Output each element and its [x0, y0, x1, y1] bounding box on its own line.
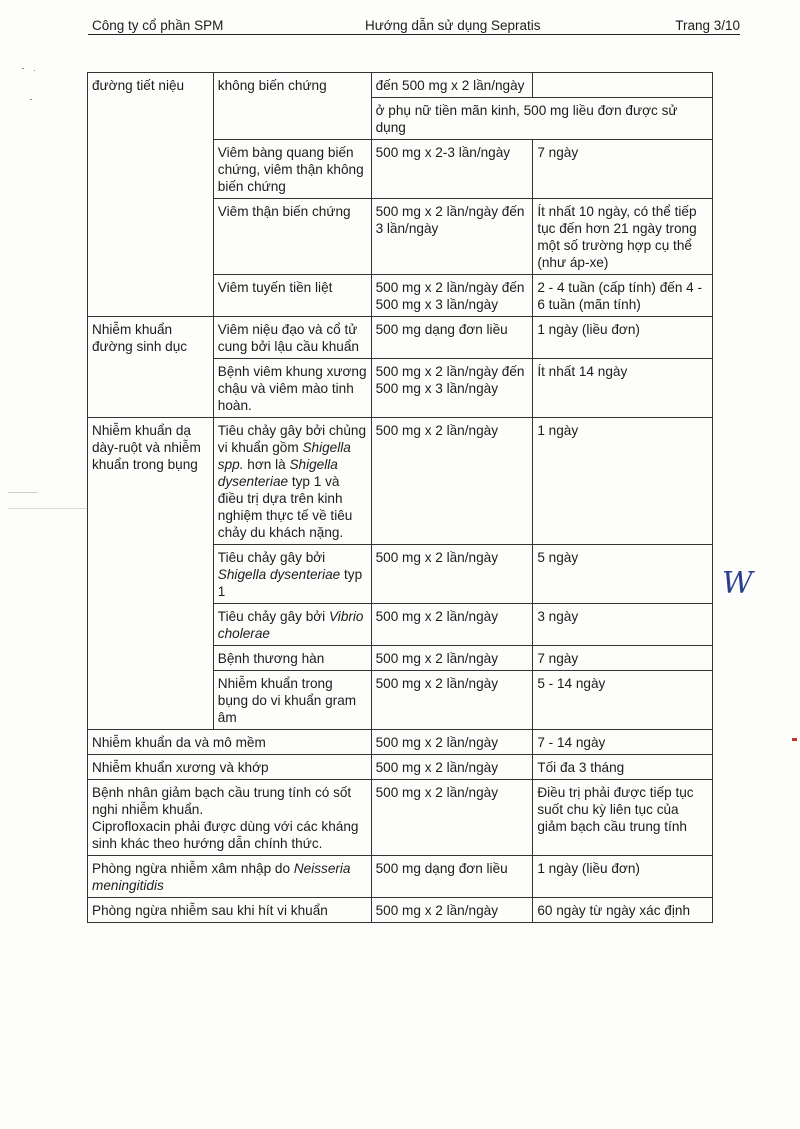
- condition-cell: Nhiễm khuẩn trong bụng do vi khuẩn gram âm: [213, 671, 371, 730]
- condition-text: Tiêu chảy gây bởi: [217, 550, 326, 565]
- condition-cell: Bệnh thương hàn: [213, 646, 371, 671]
- indication-cell: Nhiễm khuẩn xương và khớp: [88, 755, 372, 780]
- indication-note: Ciprofloxacin phải được dùng với các kháng sinh khác theo hướng dẫn chính thức.: [92, 819, 359, 851]
- table-row: [88, 856, 713, 898]
- condition-cell: [213, 604, 371, 646]
- dose-cell: 500 mg x 2 lần/ngày: [371, 671, 533, 730]
- duration-cell: 1 ngày (liều đơn): [533, 317, 713, 359]
- scan-speck: [8, 492, 38, 493]
- indication-text: Phòng ngừa nhiễm xâm nhập do: [92, 861, 294, 876]
- dose-cell: đến 500 mg x 2 lần/ngày: [371, 73, 533, 98]
- duration-cell: 7 - 14 ngày: [533, 730, 713, 755]
- scan-speck: [8, 508, 88, 509]
- duration-cell: 5 ngày: [533, 545, 713, 604]
- page-header: [88, 14, 740, 36]
- condition-cell: Viêm niệu đạo và cổ tử cung bởi lậu cầu khuẩn: [213, 317, 371, 359]
- indication-cell: Nhiễm khuẩn dạ dày-ruột và nhiễm khuẩn trong bụng: [88, 418, 214, 730]
- dose-cell: 500 mg x 2 lần/ngày đến 500 mg x 3 lần/ngày: [371, 359, 533, 418]
- condition-text: Tiêu chảy gây bởi chủng vi khuẩn gồm: [217, 423, 367, 455]
- condition-text: hơn là: [243, 457, 290, 472]
- indication-cell: đường tiết niệu: [88, 73, 214, 317]
- scan-speck: [792, 738, 797, 741]
- indication-cell: Nhiễm khuẩn đường sinh dục: [88, 317, 214, 418]
- organism-name: Shigella dysenteriae: [217, 457, 338, 489]
- condition-text: typ 1 và điều trị dựa trên kinh nghiệm thực tế về tiêu chảy du khách nặng.: [217, 474, 353, 540]
- indication-cell: [88, 856, 372, 898]
- duration-cell: Ít nhất 10 ngày, có thể tiếp tục đến hơn 21 ngày trong một số trường hợp cụ thể (như áp-xe): [533, 199, 713, 275]
- organism-name: Shigella dysenteriae: [217, 567, 341, 582]
- header-company: Công ty cổ phần SPM: [92, 18, 224, 33]
- dose-cell: 500 mg x 2 lần/ngày: [371, 418, 533, 545]
- indication-cell: [88, 780, 372, 856]
- indication-cell: Nhiễm khuẩn da và mô mềm: [88, 730, 372, 755]
- dose-cell: 500 mg x 2 lần/ngày: [371, 646, 533, 671]
- dose-cell: 500 mg x 2 lần/ngày: [371, 604, 533, 646]
- duration-cell: Ít nhất 14 ngày: [533, 359, 713, 418]
- condition-text: Tiêu chảy gây bởi: [217, 609, 329, 624]
- dose-cell: 500 mg dạng đơn liều: [371, 856, 533, 898]
- table-row: [88, 73, 713, 98]
- table-row: [88, 730, 713, 755]
- duration-cell: 60 ngày từ ngày xác định: [533, 898, 713, 923]
- duration-cell: Điều trị phải được tiếp tục suốt chu kỳ liên tục của giảm bạch cầu trung tính: [533, 780, 713, 856]
- table-row: [88, 898, 713, 923]
- dose-note-cell: ở phụ nữ tiền mãn kinh, 500 mg liều đơn được sử dụng: [371, 98, 712, 140]
- table-row: [88, 418, 713, 545]
- table-row: [88, 317, 713, 359]
- duration-cell: 3 ngày: [533, 604, 713, 646]
- condition-cell: [213, 545, 371, 604]
- dose-cell: 500 mg x 2 lần/ngày: [371, 545, 533, 604]
- dose-cell: 500 mg dạng đơn liều: [371, 317, 533, 359]
- organism-name: Vibrio cholerae: [217, 609, 364, 641]
- dose-cell: 500 mg x 2 lần/ngày: [371, 730, 533, 755]
- condition-cell: không biến chứng: [213, 73, 371, 140]
- duration-cell: 7 ngày: [533, 646, 713, 671]
- header-rule: [88, 34, 740, 35]
- duration-cell: [533, 73, 713, 98]
- condition-cell: Viêm thận biến chứng: [213, 199, 371, 275]
- organism-name: Neisseria meningitidis: [92, 861, 351, 893]
- dose-cell: 500 mg x 2 lần/ngày: [371, 780, 533, 856]
- condition-cell: [213, 418, 371, 545]
- dose-cell: 500 mg x 2-3 lần/ngày: [371, 140, 533, 199]
- organism-name: Shigella spp.: [217, 440, 351, 472]
- indication-text: Bệnh nhân giảm bạch cầu trung tính có sốt nghi nhiễm khuẩn.: [92, 785, 352, 817]
- indication-cell: Phòng ngừa nhiễm sau khi hít vi khuẩn: [88, 898, 372, 923]
- duration-cell: 5 - 14 ngày: [533, 671, 713, 730]
- duration-cell: 1 ngày: [533, 418, 713, 545]
- dosage-table: [87, 72, 713, 923]
- duration-cell: 1 ngày (liều đơn): [533, 856, 713, 898]
- duration-cell: 2 - 4 tuần (cấp tính) đến 4 - 6 tuần (mãn tính): [533, 275, 713, 317]
- scan-speck: [30, 99, 32, 100]
- duration-cell: Tối đa 3 tháng: [533, 755, 713, 780]
- condition-cell: Viêm bàng quang biến chứng, viêm thận không biến chứng: [213, 140, 371, 199]
- dose-cell: 500 mg x 2 lần/ngày: [371, 898, 533, 923]
- dose-cell: 500 mg x 2 lần/ngày đến 3 lần/ngày: [371, 199, 533, 275]
- table-row: [88, 755, 713, 780]
- scan-speck: [34, 70, 35, 71]
- dose-cell: 500 mg x 2 lần/ngày đến 500 mg x 3 lần/ngày: [371, 275, 533, 317]
- condition-cell: Viêm tuyến tiền liệt: [213, 275, 371, 317]
- scan-speck: [22, 68, 24, 69]
- condition-text: typ 1: [217, 567, 363, 599]
- table-row: [88, 780, 713, 856]
- dose-cell: 500 mg x 2 lần/ngày: [371, 755, 533, 780]
- handwritten-initial-icon: W: [722, 566, 753, 601]
- header-title: Hướng dẫn sử dụng Sepratis: [365, 18, 541, 33]
- duration-cell: 7 ngày: [533, 140, 713, 199]
- header-page-number: Trang 3/10: [675, 18, 740, 33]
- condition-cell: Bệnh viêm khung xương chậu và viêm mào tinh hoàn.: [213, 359, 371, 418]
